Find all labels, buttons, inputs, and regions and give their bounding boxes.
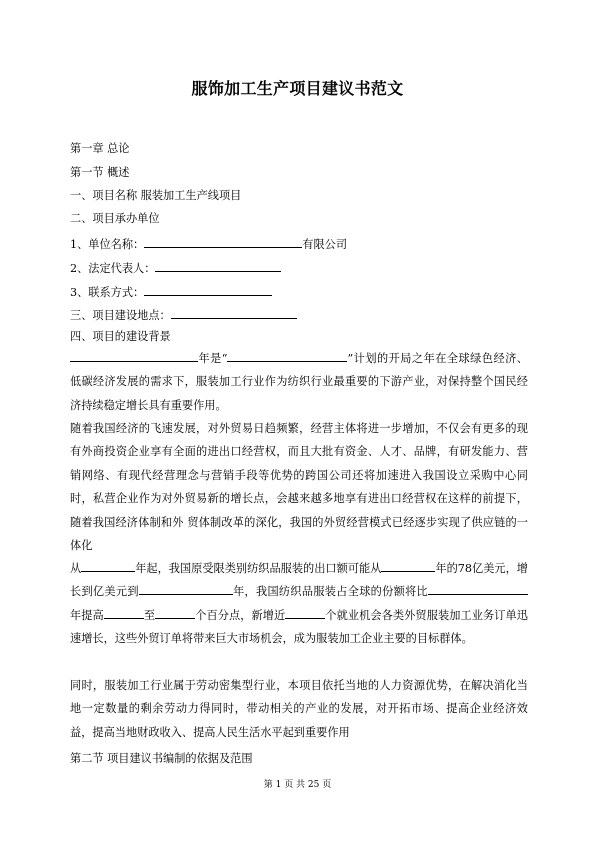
year-blank [70, 350, 198, 362]
contact-label: 3、联系方式： [70, 286, 145, 299]
page-footer: 第 1 页 共 25 页 [263, 780, 332, 790]
background-year-text: 年是“ [198, 352, 228, 365]
legal-rep-label: 2、法定代表人： [70, 262, 156, 275]
export-blank-7 [285, 607, 325, 619]
chapter-heading: 第一章 总论 [70, 142, 130, 155]
export-blank-1 [81, 560, 135, 572]
export-blank-5 [104, 607, 144, 619]
export-text-e: 年提高 [70, 608, 104, 622]
development-paragraph: 随着我国经济的飞速发展，对外贸易日趋频繁，经营主体将进一步增加，不仅会有更多的现有外商投资企业享有全面的进出口经营权，而且大批有资金、人才、品牌，有研发能力、营销网络、有现代经营理念与营销手段等优势的跨国公司还将加速进入我国设立采购中心同时，私营企业作为对外贸易新的增长点，会越来越多地享有进出口经营权在这样的前提下，随着我国经济体制和外 贸体制改革的深化，我国的外贸经营模式已经逐步实现了供应链的一体化 [70, 422, 528, 553]
contact-line [70, 284, 272, 300]
background-heading: 四、项目的建设背景 [70, 330, 171, 343]
export-paragraph [70, 557, 528, 651]
export-text-c: 元，增长到亿美元到 [70, 562, 528, 599]
section-heading: 第一节 概述 [70, 166, 130, 179]
export-text-a: 年起，我国原受限类别纺织品服装的出口额可能从 [135, 562, 382, 575]
export-blank-3 [139, 583, 233, 595]
plan-blank [227, 350, 347, 362]
export-blank-6 [155, 607, 195, 619]
export-blank-4 [428, 583, 528, 595]
legal-rep-line [70, 260, 281, 276]
unit-name-line [70, 236, 347, 252]
unit-name-blank [144, 236, 302, 248]
labor-paragraph: 同时，服装加工行业属于劳动密集型行业，本项目依托当地的人力资源优势，在解决消化当地一定数量的剩余劳动力得同时，带动相关的产业的发展，对开拓市场、提高企业经济效益，提高当地财政收入、提高人民生活水平起到重要作用 [70, 679, 528, 739]
section-2-heading: 第二节 项目建议书编制的依据及范围 [70, 752, 253, 765]
legal-rep-blank [155, 260, 281, 272]
contact-blank [144, 284, 272, 296]
export-text-b: 年的78亿美 [435, 562, 495, 575]
site-line [70, 307, 297, 323]
export-text-d: 年，我国纺织品服装占全球的份额将比 [232, 585, 428, 599]
background-rest-text: 经济、低碳经济发展的需求下，服装加工行业作为纺织行业最重要的下游产业，对保持整个国民经济持续稳定增长具有重要作用。 [70, 352, 528, 412]
export-text-g: 个就业机会各类 [325, 608, 405, 622]
site-label: 三、项目建设地点： [70, 309, 171, 322]
unit-name-label: 1、单位名称： [70, 238, 145, 251]
background-plan-text: ”计划的开局之年在全球绿色 [347, 352, 494, 365]
export-text-h: 外贸服装加工业务订单迅速增长，这些外贸订单将带来巨大市场机会，成为服装加工企业主要的目标群体。 [70, 608, 528, 646]
background-paragraph [70, 347, 528, 417]
export-text-f: 个百分点，新增近 [195, 608, 286, 622]
export-blank-2 [381, 560, 435, 572]
unit-name-suffix: 有限公司 [302, 238, 348, 251]
export-from-text: 从 [70, 562, 82, 575]
export-text-to: 至 [143, 608, 156, 622]
document-title: 服饰加工生产项目建议书范文 [191, 79, 404, 98]
sponsor-heading: 二、项目承办单位 [70, 212, 160, 225]
site-blank [171, 307, 297, 319]
project-name-line: 一、项目名称 服装加工生产线项目 [70, 189, 242, 202]
